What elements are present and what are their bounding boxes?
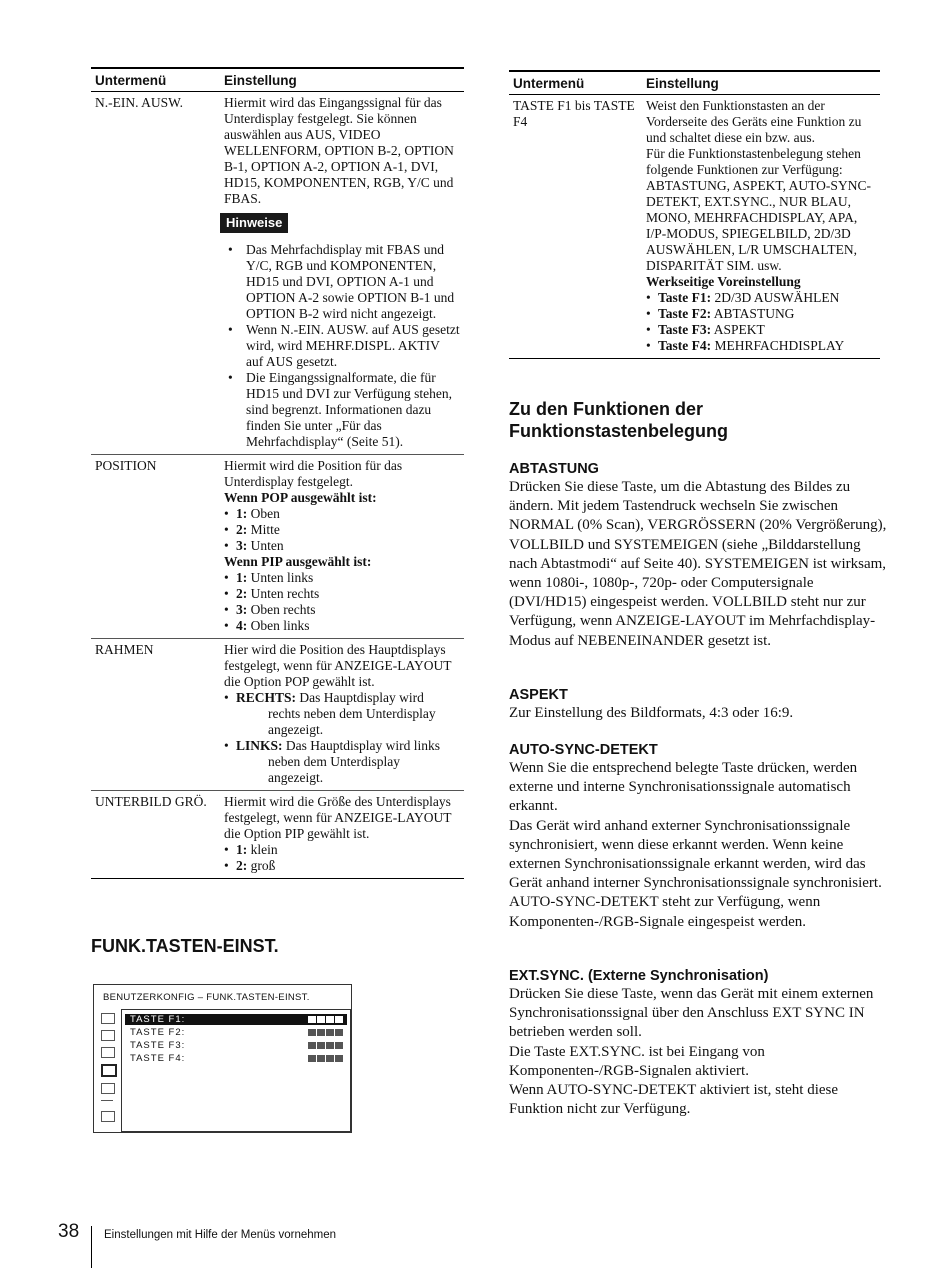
row-label: N.-EIN. AUSW.	[91, 92, 220, 455]
row-label: UNTERBILD GRÖ.	[91, 791, 220, 879]
setting-text: Hiermit wird die Größe des Unterdisplays festgelegt, wenn für ANZEIGE-LAYOUT die Option PIP gewählt ist.	[224, 794, 452, 841]
pen-icon	[101, 1083, 115, 1094]
osd-row-f2[interactable]	[125, 1027, 347, 1038]
pip-heading: Wenn PIP ausgewählt ist:	[224, 554, 372, 569]
user-icon	[101, 1047, 115, 1058]
osd-title: BENUTZERKONFIG – FUNK.TASTEN-EINST.	[103, 992, 310, 1003]
functions-heading: Zu den Funktionen der Funktionstastenbelegung	[509, 399, 729, 441]
section-title: EXT.SYNC. (Externe Synchronisation)	[509, 968, 769, 984]
submenu-table-right	[509, 70, 880, 359]
section-text: Drücken Sie diese Taste, wenn das Gerät mit einem externen Synchronisationssignal über den Anschluss EXT SYNC IN betrieben werden soll.	[509, 986, 874, 1041]
key-icon	[101, 1100, 113, 1105]
osd-value-blocks	[308, 1029, 343, 1036]
section-title: AUTO-SYNC-DETEKT	[509, 742, 658, 758]
osd-value-blocks	[308, 1055, 343, 1062]
osd-menu-screen	[93, 984, 352, 1133]
osd-row-label: TASTE F3:	[130, 1040, 186, 1051]
section-text: Das Gerät wird anhand externer Synchronisationssignale synchronisiert, wenn diese erkannt werden. Wenn keine externen Synchronisationssignale erkannt werden, wird das Gerät anhand interner Synchronisationssignale synchronisiert. AUTO-SYNC-DETEKT steht zur Verfügung, wenn Komponenten-/RGB-Signale eingespeist werden.	[509, 817, 882, 930]
list-item-continuation: angezeigt.	[268, 722, 324, 737]
section-text: Drücken Sie diese Taste, um die Abtastung des Bildes zu ändern. Mit jedem Tastendruck wechseln Sie zwischen NORMAL (0% Scan), VERGRÖSSERN (20% Vergrößerung), VOLLBILD und SYSTEMEIGEN (siehe „Bilddarstellung nach Abtastmodi“ auf Seite 40). SYSTEMEIGEN ist wirksam, wenn 1080i-, 1080p-, 720p- oder Computersignale (DVI/HD15) eingespeist werden. VOLLBILD steht nur zur Verfügung, wenn ANZEIGE-LAYOUT im Mehrfachdisplay-Modus auf NEBENEINANDER gesetzt ist.	[509, 479, 887, 649]
osd-row-f3[interactable]	[125, 1040, 347, 1051]
list-item: • Taste F3: ASPEKT	[646, 322, 876, 338]
osd-row-f1[interactable]	[125, 1014, 347, 1025]
row-setting	[220, 791, 464, 879]
setting-text: Für die Funktionstastenbelegung stehen folgende Funktionen zur Verfügung: ABTASTUNG, ASPEKT, AUTO-SYNC-DETEKT, EXT.SYNC., NUR BLAU, MONO, MEHRFACHDISPLAY, APA, I/P-MODUS, SPIEGELBILD, 2D/3D AUSWÄHLEN, L/R UMSCHALTEN, DISPARITÄT SIM. usw.	[646, 146, 871, 273]
page-number: 38	[58, 1221, 80, 1242]
table-row	[91, 791, 464, 879]
grid-icon	[101, 1111, 115, 1122]
osd-content-panel	[121, 1009, 351, 1132]
section-aspekt	[509, 686, 889, 723]
section-extsync	[509, 967, 889, 1119]
list-item: • LINKS: Das Hauptdisplay wird links	[224, 738, 460, 754]
column-header-submenu: Untermenü	[91, 68, 220, 92]
list-item-continuation: rechts neben dem Unterdisplay	[268, 706, 436, 721]
list-item: • 2: Mitte	[224, 522, 460, 538]
section-title: ABTASTUNG	[509, 461, 599, 477]
row-label: TASTE F1 bis TASTE F4	[509, 95, 642, 359]
list-item: • 1: klein	[224, 842, 460, 858]
osd-value-blocks	[308, 1042, 343, 1049]
note-item: • Wenn N.-EIN. AUSW. auf AUS gesetzt wird, wird MEHRF.DISPL. AKTIV auf AUS gesetzt.	[224, 322, 460, 370]
column-header-setting: Einstellung	[642, 71, 880, 95]
row-setting	[642, 95, 880, 359]
table-header-row	[91, 68, 464, 92]
section-autosync	[509, 741, 889, 932]
list-item: • RECHTS: Das Hauptdisplay wird	[224, 690, 460, 706]
osd-row-label: TASTE F2:	[130, 1027, 186, 1038]
list-item: • 3: Unten	[224, 538, 460, 554]
list-item: • 3: Oben rechts	[224, 602, 460, 618]
row-setting	[220, 639, 464, 791]
footer-divider	[91, 1226, 92, 1268]
table-row	[509, 95, 880, 359]
column-header-setting: Einstellung	[220, 68, 464, 92]
row-setting	[220, 92, 464, 455]
list-item: • 1: Oben	[224, 506, 460, 522]
list-item: • 1: Unten links	[224, 570, 460, 586]
section-text: Wenn Sie die entsprechend belegte Taste drücken, werden externe und interne Synchronisationssignale automatisch erkannt.	[509, 760, 858, 815]
section-text: Wenn AUTO-SYNC-DETEKT aktiviert ist, steht diese Funktion nicht zur Verfügung.	[509, 1082, 839, 1118]
list-item: • 2: Unten rechts	[224, 586, 460, 602]
osd-row-f4[interactable]	[125, 1053, 347, 1064]
table-row	[91, 639, 464, 791]
section-heading-funk-tasten: FUNK.TASTEN-EINST.	[91, 936, 279, 956]
section-abtastung	[509, 460, 889, 651]
osd-value-blocks	[308, 1016, 343, 1023]
table-header-row	[509, 71, 880, 95]
submenu-table-left	[91, 67, 464, 879]
footer-text: Einstellungen mit Hilfe der Menüs vornehmen	[104, 1229, 337, 1241]
osd-icon-bar	[100, 1013, 116, 1128]
table-row	[91, 455, 464, 639]
list-item: • 2: groß	[224, 858, 460, 874]
setting-text: Hiermit wird die Position für das Unterdisplay festgelegt.	[224, 458, 403, 489]
table-row	[91, 92, 464, 455]
network-icon	[101, 1030, 115, 1041]
default-heading: Werkseitige Voreinstellung	[646, 274, 801, 289]
notes-badge: Hinweise	[220, 213, 288, 233]
list-item: • Taste F2: ABTASTUNG	[646, 306, 876, 322]
list-item: • Taste F1: 2D/3D AUSWÄHLEN	[646, 290, 876, 306]
setting-text: Hier wird die Position des Hauptdisplays festgelegt, wenn für ANZEIGE-LAYOUT die Option POP gewählt ist.	[224, 642, 452, 689]
setting-text: Weist den Funktionstasten an der Vorderseite des Geräts eine Funktion zu und schaltet diese ein bzw. aus.	[646, 98, 862, 145]
osd-row-label: TASTE F4:	[130, 1053, 186, 1064]
osd-row-label: TASTE F1:	[130, 1014, 186, 1025]
row-setting	[220, 455, 464, 639]
list-item-continuation: angezeigt.	[268, 770, 324, 785]
section-text: Die Taste EXT.SYNC. ist bei Eingang von Komponenten-/RGB-Signalen aktiviert.	[509, 1043, 765, 1079]
list-item: • 4: Oben links	[224, 618, 460, 634]
row-label: POSITION	[91, 455, 220, 639]
row-label: RAHMEN	[91, 639, 220, 791]
note-item: • Das Mehrfachdisplay mit FBAS und Y/C, RGB und KOMPONENTEN, HD15 und DVI, OPTION A-1 und OPTION A-2 sowie OPTION B-1 und OPTION B-2 wird nicht angezeigt.	[224, 242, 460, 322]
pop-heading: Wenn POP ausgewählt ist:	[224, 490, 377, 505]
section-title: ASPEKT	[509, 687, 568, 703]
list-item: • Taste F4: MEHRFACHDISPLAY	[646, 338, 876, 354]
list-icon	[101, 1013, 115, 1024]
column-header-submenu: Untermenü	[509, 71, 642, 95]
note-item: • Die Eingangssignalformate, die für HD15 und DVI zur Verfügung stehen, sind begrenzt. Informationen dazu finden Sie unter „Für das Mehrfachdisplay“ (Seite 51).	[224, 370, 460, 450]
list-item-continuation: neben dem Unterdisplay	[268, 754, 400, 769]
toolbox-icon	[101, 1064, 117, 1077]
section-text: Zur Einstellung des Bildformats, 4:3 oder 16:9.	[509, 705, 794, 721]
setting-text: Hiermit wird das Eingangssignal für das Unterdisplay festgelegt. Sie können auswählen aus AUS, VIDEO WELLENFORM, OPTION B-2, OPTION B-1, OPTION A-2, OPTION A-1, DVI, HD15, KOMPONENTEN, RGB, Y/C und FBAS.	[224, 95, 454, 206]
